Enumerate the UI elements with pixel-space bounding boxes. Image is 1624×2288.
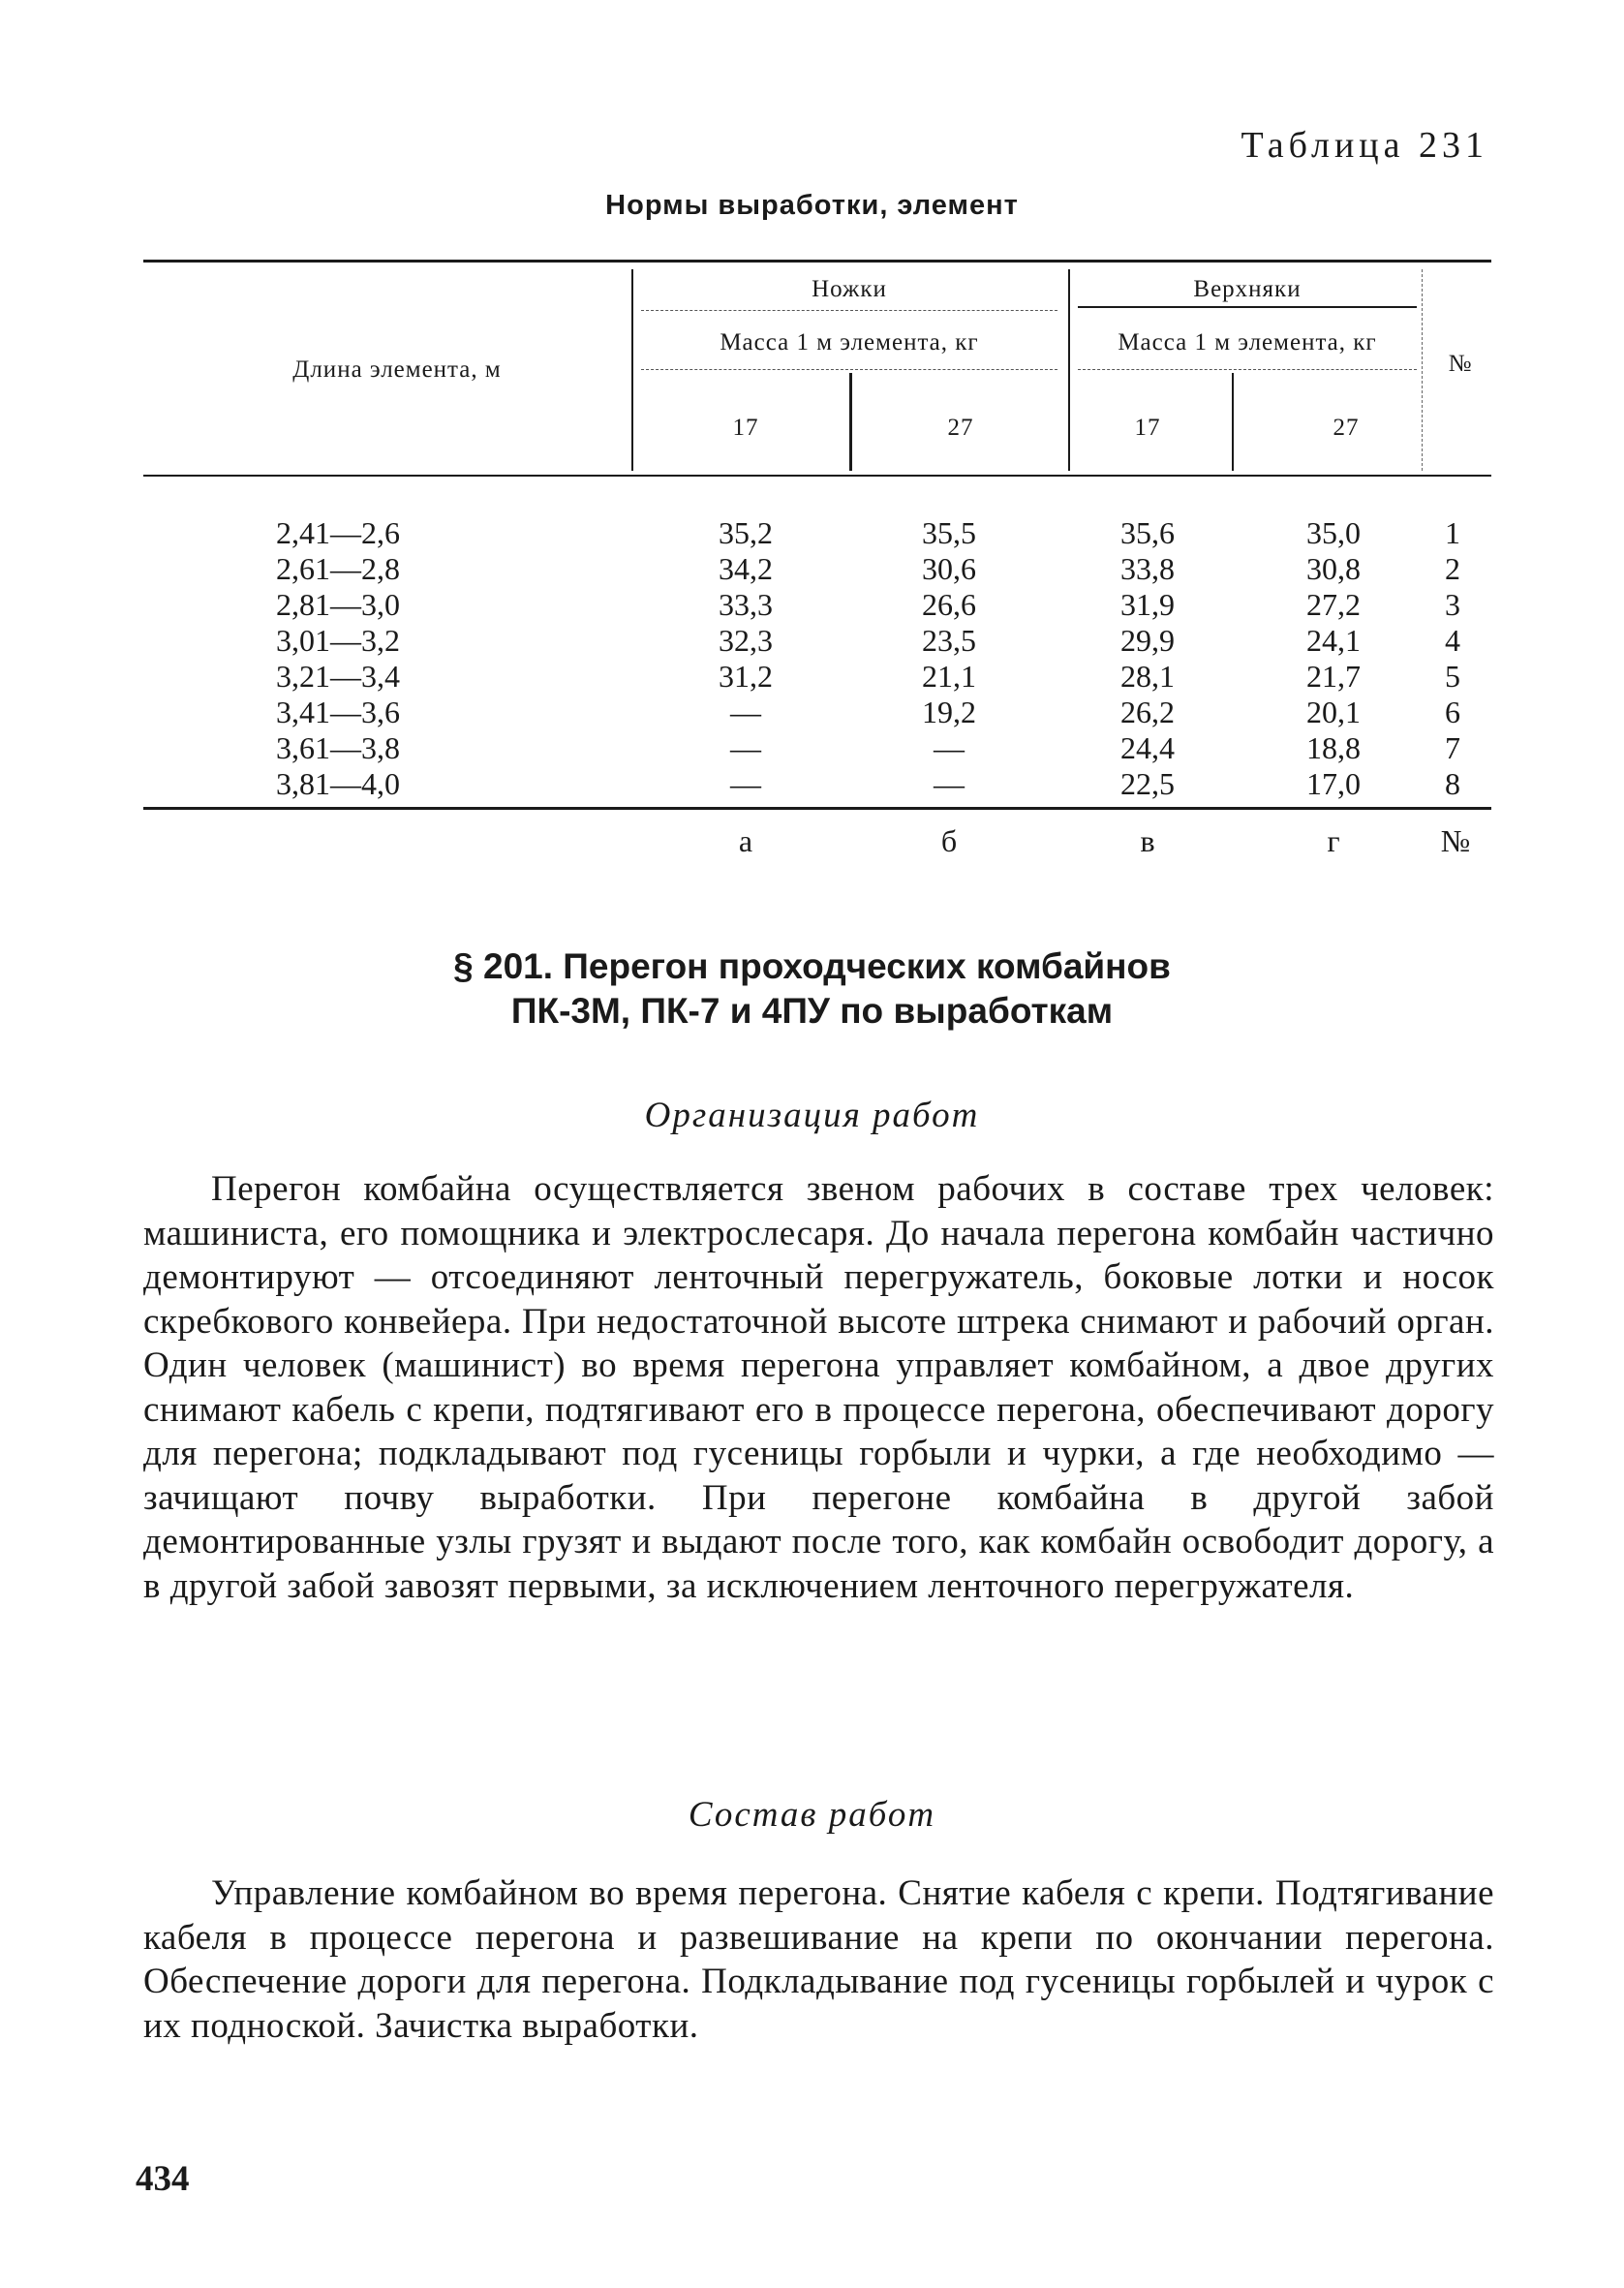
section-title-line-2: ПК-3М, ПК-7 и 4ПУ по выработкам <box>510 991 1114 1031</box>
table-cell: 3,61—3,8 <box>276 730 400 765</box>
table-cell: 2,81—3,0 <box>276 587 400 622</box>
table-cell: — <box>730 695 761 729</box>
header-length: Длина элемента, м <box>292 356 502 383</box>
header-mass-nozhki: Масса 1 м элемента, кг <box>720 329 979 356</box>
table-cell: — <box>934 766 965 801</box>
table-cell: 20,1 <box>1306 695 1361 729</box>
table-cell: 3,81—4,0 <box>276 766 400 801</box>
footer-label-v: в <box>1140 823 1155 858</box>
table-cell: 31,9 <box>1120 587 1175 622</box>
column-length <box>276 515 431 802</box>
table-cell: 24,1 <box>1306 623 1361 658</box>
organization-paragraph: Перегон комбайна осуществляется звеном рабочих в составе трех человек: машиниста, его помощника и электрослесаря. До начала перегона комбайн частично демонтируют — отсоединяют ленточный перегружатель, боковые лотки и носок скребкового конвейера. При недостаточной высоте штрека снимают и рабочий орган. Один человек (машинист) во время перегона управляет комбайном, а двое других снимают кабель с крепи, подтягивают его в процессе перегона, обеспечивают дорогу для перегона; подкладывают под гусеницы горбыли и чурки, а где необходимо — зачищают почву выработки. При перегоне комбайна в другой забой демонтированные узлы грузят и выдают после того, как комбайн освободит дорогу, а в другой забой завозят первыми, за исключением ленточного перегружателя. <box>143 1169 1494 1606</box>
table-cell: — <box>730 730 761 765</box>
table-cell: 3 <box>1445 587 1460 622</box>
table-cell: 26,2 <box>1120 695 1175 729</box>
table-mass-rule-verkhnyaki <box>1078 369 1417 370</box>
header-sub-27-verkhnyaki: 27 <box>1333 415 1360 441</box>
table-cell: 19,2 <box>922 695 976 729</box>
composition-heading: Состав работ <box>688 1795 936 1835</box>
table-cell: 7 <box>1445 730 1460 765</box>
footer-label-a: а <box>738 823 753 858</box>
table-divider-verkhnyaki-sub <box>1232 373 1234 471</box>
header-sub-27-nozhki: 27 <box>947 415 974 441</box>
table-cell: 3,01—3,2 <box>276 623 400 658</box>
table-cell: 1 <box>1445 515 1460 550</box>
column-v <box>1099 515 1196 802</box>
header-group-verkhnyaki: Верхняки <box>1193 276 1302 302</box>
table-divider-length <box>631 269 633 471</box>
header-mass-verkhnyaki: Масса 1 м элемента, кг <box>1118 329 1377 356</box>
table-cell: 24,4 <box>1120 730 1175 765</box>
table-header-rule <box>143 475 1491 477</box>
table-cell: 21,1 <box>922 659 976 694</box>
table-cell: 4 <box>1445 623 1460 658</box>
column-b <box>901 515 997 802</box>
table-cell: 3,21—3,4 <box>276 659 400 694</box>
table-cell: 22,5 <box>1120 766 1175 801</box>
header-sub-17-nozhki: 17 <box>732 415 759 441</box>
table-divider-number <box>1422 269 1423 471</box>
table-group-rule-nozhki <box>641 310 1057 311</box>
table-cell: 6 <box>1445 695 1460 729</box>
table-cell: 31,2 <box>719 659 773 694</box>
table-cell: 35,2 <box>719 515 773 550</box>
table-top-rule <box>143 260 1491 263</box>
table-cell: 5 <box>1445 659 1460 694</box>
section-title <box>0 944 1624 1034</box>
table-cell: 34,2 <box>719 551 773 586</box>
table-mass-rule-nozhki <box>641 369 1057 370</box>
table-cell: — <box>934 730 965 765</box>
table-cell: 18,8 <box>1306 730 1361 765</box>
table-cell: 35,0 <box>1306 515 1361 550</box>
table-cell: 23,5 <box>922 623 976 658</box>
table-cell: 29,9 <box>1120 623 1175 658</box>
composition-paragraph: Управление комбайном во время перегона. Снятие кабеля с крепи. Подтягивание кабеля в процессе перегона и развешивание на крепи по окончании перегона. Обеспечение дороги для перегона. Подкладывание под гусеницы горбылей и чурок с их подноской. Зачистка выработки. <box>143 1873 1494 2046</box>
header-number: № <box>1448 351 1473 377</box>
table-group-rule-verkhnyaki <box>1078 306 1417 308</box>
table-divider-groups <box>1068 269 1070 471</box>
table-cell: 30,6 <box>922 551 976 586</box>
table-cell: 2,41—2,6 <box>276 515 400 550</box>
footer-label-number: № <box>1440 823 1471 858</box>
table-title: Нормы выработки, элемент <box>605 190 1019 221</box>
table-cell: 35,5 <box>922 515 976 550</box>
table-cell: 21,7 <box>1306 659 1361 694</box>
table-cell: 32,3 <box>719 623 773 658</box>
table-cell: 33,8 <box>1120 551 1175 586</box>
column-a <box>697 515 794 802</box>
table-cell: 8 <box>1445 766 1460 801</box>
table-cell: 28,1 <box>1120 659 1175 694</box>
table-cell: 17,0 <box>1306 766 1361 801</box>
table-cell: 35,6 <box>1120 515 1175 550</box>
table-cell: — <box>730 766 761 801</box>
organization-heading: Организация работ <box>644 1096 980 1135</box>
table-label: Таблица 231 <box>1241 125 1488 166</box>
table-bottom-rule <box>143 807 1491 810</box>
header-group-nozhki: Ножки <box>812 276 887 302</box>
table-cell: 30,8 <box>1306 551 1361 586</box>
column-g <box>1285 515 1382 802</box>
table-cell: 3,41—3,6 <box>276 695 400 729</box>
page-number: 434 <box>136 2159 190 2199</box>
header-sub-17-verkhnyaki: 17 <box>1134 415 1161 441</box>
footer-label-b: б <box>940 823 958 858</box>
table-cell: 2 <box>1445 551 1460 586</box>
table-cell: 27,2 <box>1306 587 1361 622</box>
table-cell: 33,3 <box>719 587 773 622</box>
table-cell: 26,6 <box>922 587 976 622</box>
footer-label-g: г <box>1327 823 1340 858</box>
column-number <box>1428 515 1477 802</box>
table-divider-nozhki-sub <box>849 373 852 471</box>
section-title-line-1: § 201. Перегон проходческих комбайнов <box>453 946 1171 986</box>
table-cell: 2,61—2,8 <box>276 551 400 586</box>
